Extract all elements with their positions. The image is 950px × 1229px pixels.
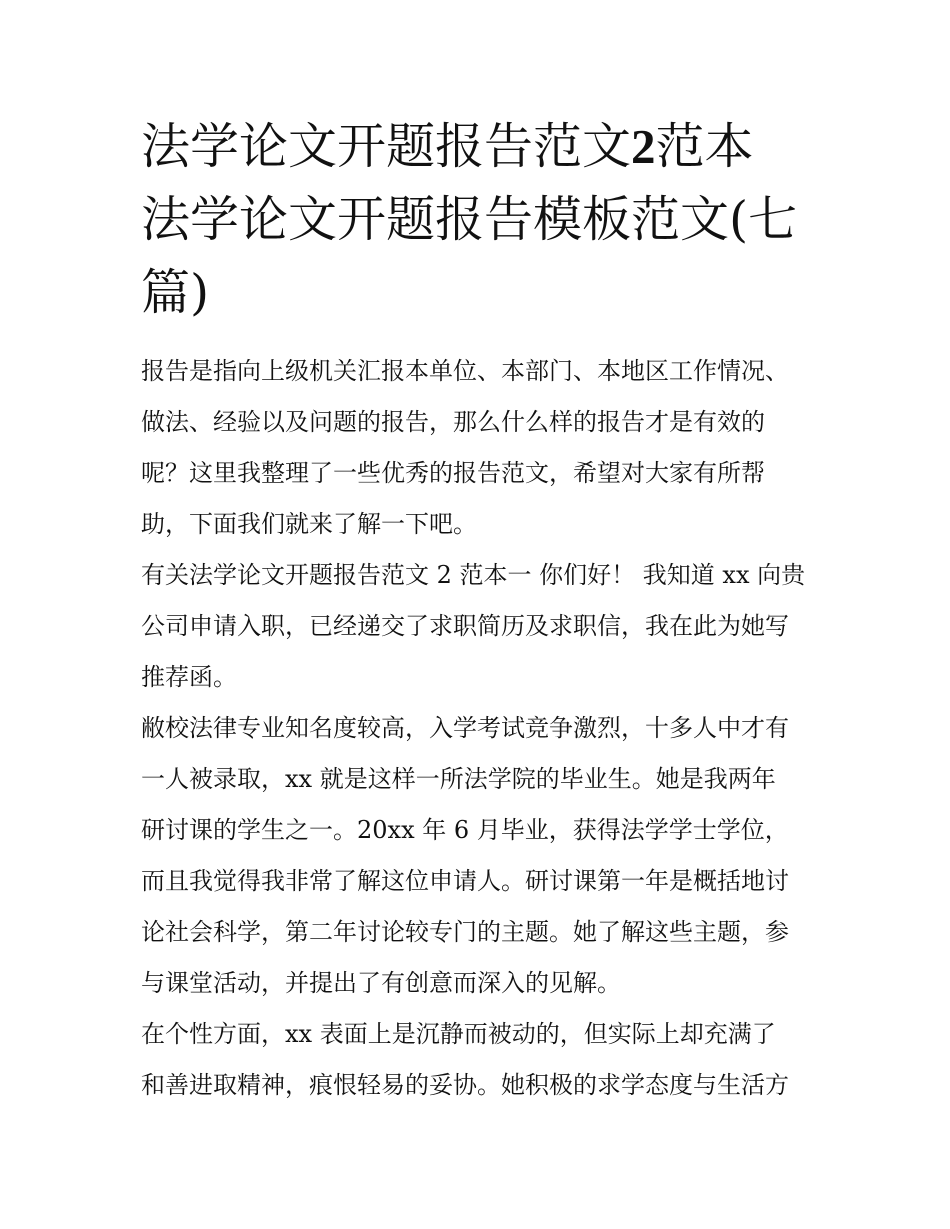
paragraph-line: 公司申请入职，已经递交了求职简历及求职信，我在此为她写 [141, 612, 789, 640]
paragraph-line: 与课堂活动，并提出了有创意而深入的见解。 [141, 969, 621, 997]
title-line-3: 篇) [141, 264, 210, 321]
paragraph-line: 论社会科学，第二年讨论较专门的主题。她了解这些主题，参 [141, 918, 789, 946]
paragraph-line: 推荐函。 [141, 663, 237, 691]
paragraph-line: 报告是指向上级机关汇报本单位、本部门、本地区工作情况、 [141, 357, 789, 385]
paragraph-line: 助，下面我们就来了解一下吧。 [141, 510, 477, 538]
paragraph-intro [141, 346, 813, 550]
paragraph-line: 有关法学论文开题报告范文 2 范本一 你们好！ 我知道 xx 向贵 [141, 561, 806, 589]
title-number: 2 [631, 119, 656, 174]
paragraph-recommendation-opening [141, 550, 813, 703]
paragraph-personality [141, 1009, 813, 1111]
paragraph-school-background [141, 703, 813, 1009]
title-text-b: 范本 [655, 118, 754, 175]
paragraph-line: 敝校法律专业知名度较高，入学考试竞争激烈，十多人中才有 [141, 714, 789, 742]
paragraph-line: 研讨课的学生之一。20xx 年 6 月毕业，获得法学学士学位， [141, 816, 789, 844]
title-text-a: 法学论文开题报告范文 [141, 118, 632, 175]
document-body [141, 346, 813, 1111]
paragraph-line: 和善进取精神，痕恨轻易的妥协。她积极的求学态度与生活方 [141, 1071, 789, 1099]
paragraph-line: 在个性方面，xx 表面上是沉静而被动的，但实际上却充满了 [141, 1020, 776, 1048]
document-title [141, 110, 813, 329]
document-page [141, 110, 813, 1111]
paragraph-line: 呢？这里我整理了一些优秀的报告范文，希望对大家有所帮 [141, 459, 765, 487]
paragraph-line: 做法、经验以及问题的报告，那么什么样的报告才是有效的 [141, 408, 765, 436]
paragraph-line: 一人被录取，xx 就是这样一所法学院的毕业生。她是我两年 [141, 765, 776, 793]
title-line-2: 法学论文开题报告模板范文(七 [141, 191, 798, 248]
title-line-1 [141, 110, 813, 183]
paragraph-line: 而且我觉得我非常了解这位申请人。研讨课第一年是概括地讨 [141, 867, 789, 895]
